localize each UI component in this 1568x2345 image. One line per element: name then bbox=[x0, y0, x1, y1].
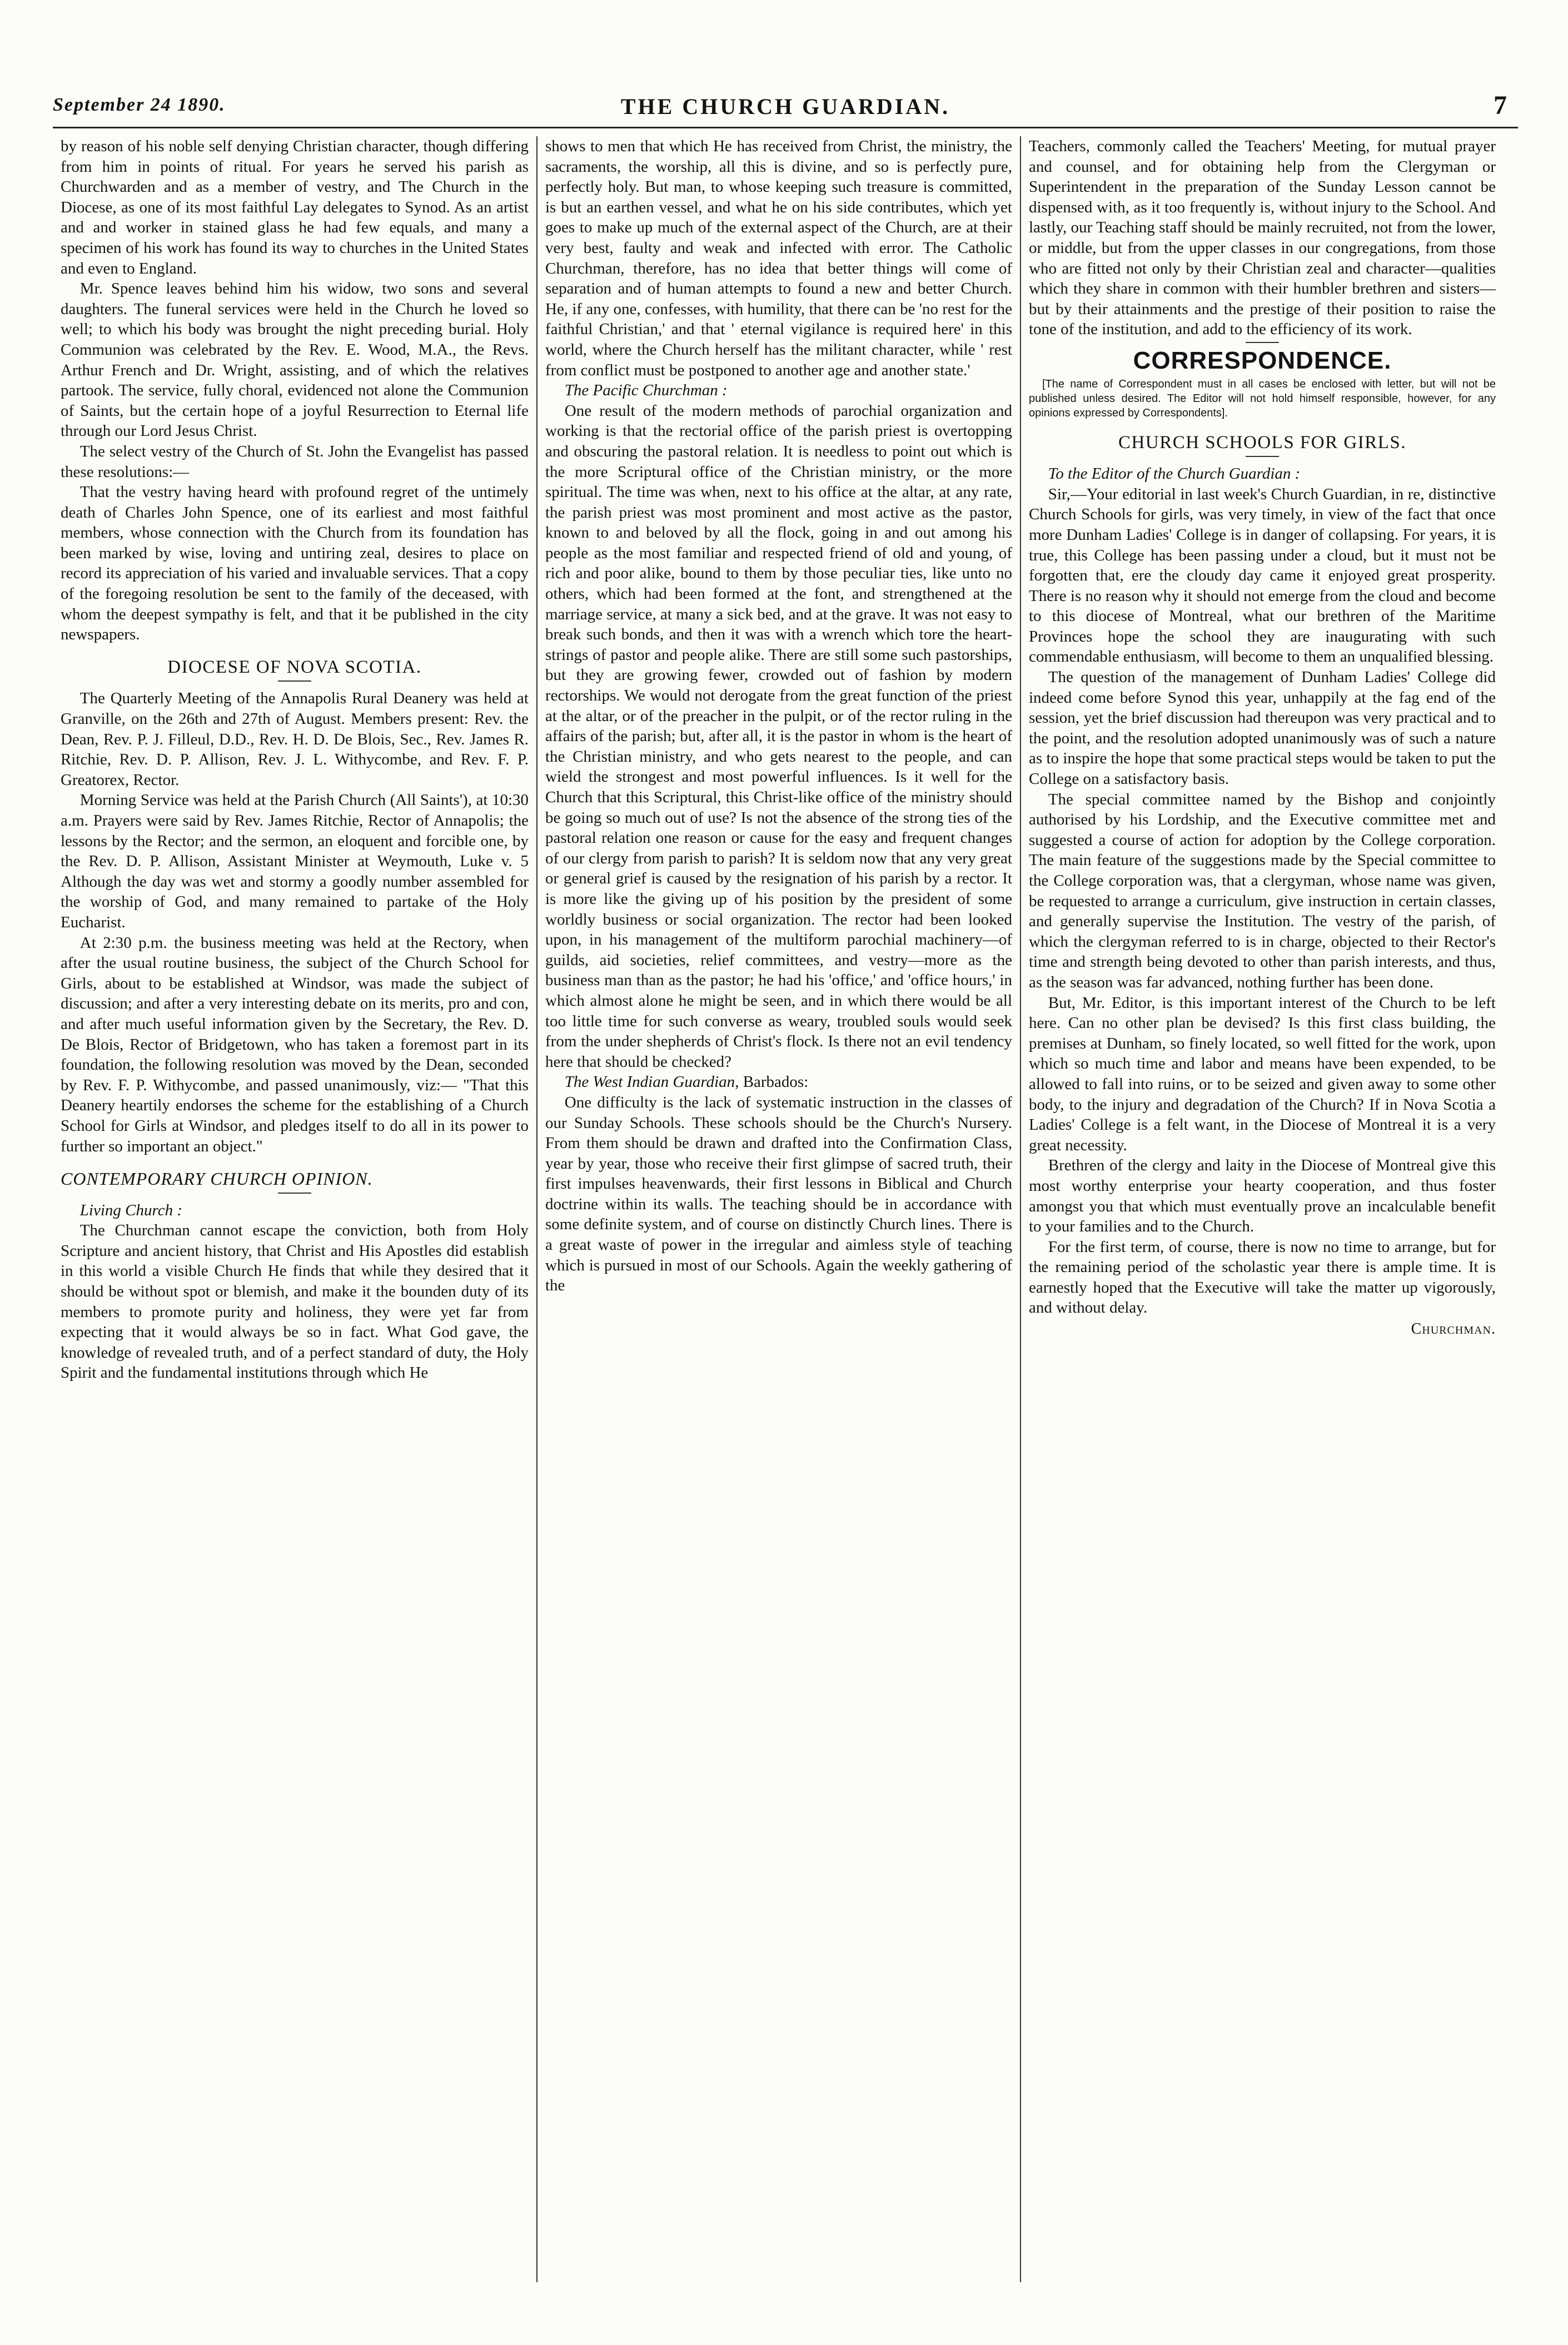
section-heading: CORRESPONDENCE. bbox=[1133, 346, 1392, 374]
paragraph: by reason of his noble self denying Christian character, though differing from him in points of ritual. For years he served his parish as Churchwarden and as a member of vestry, and The Church in the Diocese, as one of its most faithful Lay delegates to Synod. As an artist and and worker in stained glass he had few equals, and many a specimen of his work has found its way to churches in the United States and even to England. bbox=[61, 137, 529, 277]
paragraph: Teachers, commonly called the Teachers' Meeting, for mutual prayer and counsel, and for obtaining help from the Clergyman or Superintendent in the preparation of the Sunday Lesson cannot be dispensed with, as it too frequently is, without injury to the School. And lastly, our Teaching staff should be mainly recruited, not from the lower, or middle, but from the upper classes in our congregations, from those who are fitted not only by their Christian zeal and character—qualities which they share in common with their humbler brethren and sisters—but by their attainments and the prestige of their position to raise the tone of the institution, and add to the efficiency of its work. bbox=[1029, 137, 1496, 339]
section-heading: DIOCESE OF NOVA SCOTIA. bbox=[167, 657, 422, 677]
paragraph: Sir,—Your editorial in last week's Church Guardian, in re, distinctive Church Schools for girls, was very timely, in view of the fact that once more Dunham Ladies' College is in danger of collapsing. For years, it is true, this College has been passing under a cloud, but it must not be forgotten that, ere the cloudy day came it enjoyed great prosperity. There is no reason why it should not emerge from the cloud and become to this diocese of Montreal, what our brethren of the Maritime Provinces hope the school they are inaugurating with such commendable enthusiasm, will become to them an unqualified blessing. bbox=[1029, 485, 1496, 666]
divider bbox=[278, 1193, 311, 1194]
column-3 bbox=[1020, 136, 1504, 2282]
letter-salutation: To the Editor of the Church Guardian : bbox=[1048, 465, 1301, 483]
editorial-note: [The name of Correspondent must in all cases be enclosed with letter, but will not be published unless desired. The Editor will not hold himself responsible, however, for any opinions expressed by Correspondents]. bbox=[1029, 377, 1496, 419]
source-heading: Living Church : bbox=[79, 1201, 182, 1219]
source-title: The West Indian Guardian bbox=[564, 1073, 735, 1091]
letter-signature: Churchman. bbox=[1411, 1320, 1496, 1338]
paragraph: For the first term, of course, there is now no time to arrange, but for the remaining period of the scholastic year there is ample time. It is earnestly hoped that the Executive will take the matter up vigorously, and without delay. bbox=[1029, 1238, 1496, 1317]
paragraph: That the vestry having heard with profound regret of the untimely death of Charles John Spence, one of its earliest and most faithful members, whose connection with the Church from its foundation has been marked by wise, loving and untiring zeal, desires to place on record its appreciation of his varied and invaluable services. That a copy of the foregoing resolution be sent to the family of the deceased, with whom the deepest sympathy is felt, and that it be published in the city newspapers. bbox=[61, 483, 529, 644]
paragraph: shows to men that which He has received from Christ, the ministry, the sacraments, the worship, all this is divine, and so is perfectly pure, perfectly holy. But man, to whose keeping such treasure is committed, is but an earthen vessel, and what he on his side contributes, which yet goes to make up much of the external aspect of the Church, are at their very best, faulty and weak and infected with error. The Catholic Churchman, therefore, has no idea that better things will come of separation and of human attempts to found a new and better Church. He, if any one, confesses, with humility, that there can be 'no rest for the faithful Christian,' and that ' eternal vigilance is required here' in this world, where the Church herself has the militant character, while ' rest from conflict must be postponed to another age and another state.' bbox=[545, 137, 1012, 379]
issue-date: September 24 1890. bbox=[53, 95, 226, 115]
source-heading: The Pacific Churchman : bbox=[564, 381, 728, 400]
paragraph: The Churchman cannot escape the conviction, both from Holy Scripture and ancient history, that Christ and His Apostles did establish in this world a visible Church He finds that while they desired that it should be without spot or blemish, and make it the bounden duty of its members to promote purity and holiness, they were yet far from expecting that it would always be so in fact. What God gave, the knowledge of revealed truth, and of a perfect standard of duty, the Holy Spirit and the fundamental institutions through which He bbox=[61, 1221, 529, 1382]
newspaper-title: THE CHURCH GUARDIAN. bbox=[620, 94, 950, 119]
divider bbox=[1246, 456, 1279, 457]
paragraph: At 2:30 p.m. the business meeting was held at the Rectory, when after the usual routine business, the subject of the Church School for Girls, about to be established at Windsor, was made the subject of discussion; and after a very interesting debate on its merits, pro and con, and after much useful information given by the Secretary, the Rev. D. De Blois, Rector of Bridgetown, who has taken a foremost part in its foundation, the following resolution was moved by the Dean, seconded by Rev. F. P. Withycombe, and passed unanimously, viz:— "That this Deanery heartily endorses the scheme for the establishing of a Church School for Girls at Windsor, and pledges itself to do all in its power to further so important an object." bbox=[61, 933, 529, 1155]
column-2 bbox=[536, 136, 1020, 2282]
source-heading bbox=[545, 1072, 1012, 1092]
section-heading: CONTEMPORARY CHURCH OPINION. bbox=[61, 1169, 373, 1189]
masthead bbox=[53, 89, 1518, 122]
page-number: 7 bbox=[1494, 91, 1507, 120]
column-1 bbox=[53, 136, 536, 2282]
header-rule bbox=[53, 127, 1518, 128]
paragraph: But, Mr. Editor, is this important interest of the Church to be left here. Can no other plan be devised? Is this first class building, the premises at Dunham, so finely located, so well fitted for the work, upon which so much time and labor and means have been expended, to be allowed to fall into ruins, or to be seized and given away to some other body, to the injury and degradation of the Church? If in Nova Scotia a Ladies' College is a felt want, in the Diocese of Montreal it is a very great necessity. bbox=[1029, 993, 1496, 1154]
divider bbox=[1246, 342, 1279, 343]
paragraph: The question of the management of Dunham Ladies' College did indeed come before Synod this year, unhappily at the fag end of the session, yet the brief discussion had thereupon was very practical and to the point, and the resolution adopted unanimously was of such a nature as to inspire the hope that some practical steps would be taken to put the College on a satisfactory basis. bbox=[1029, 668, 1496, 788]
paragraph: Mr. Spence leaves behind him his widow, two sons and several daughters. The funeral services were held in the Church he loved so well; to which his body was brought the night preceding burial. Holy Communion was celebrated by the Rev. E. Wood, M.A., the Revs. Arthur French and Dr. Wright, assisting, and of which the relatives partook. The service, fully choral, evidenced not alone the Communion of Saints, but the certain hope of a joyful Resurrection to Eternal life through our Lord Jesus Christ. bbox=[61, 280, 529, 440]
paragraph: The special committee named by the Bishop and conjointly authorised by his Lordship, and the Executive committee met and suggested a course of action for adoption by the College corporation. The main feature of the suggestions made by the Special committee to the College corporation was, that a clergyman, whose name was given, be requested to arrange a curriculum, give instruction in certain classes, and generally supervise the Institution. The vestry of the parish, of which the clergyman referred to is in charge, objected to their Rector's time and strength being devoted to other than parish interests, and thus, as the season was far advanced, nothing further has been done. bbox=[1029, 790, 1496, 991]
paragraph: One difficulty is the lack of systematic instruction in the classes of our Sunday Schools. These schools should be the Church's Nursery. From them should be drawn and drafted into the Confirmation Class, year by year, those who receive their first glimpse of sacred truth, their first impulses heavenwards, their first lessons in Biblical and Church doctrine within its walls. The teaching should be in accordance with some definite system, and of course on distinctly Church lines. There is a great waste of power in the irregular and aimless style of teaching which is pursued in most of our Schools. Again the weekly gathering of the bbox=[545, 1093, 1012, 1295]
article-columns bbox=[53, 136, 1518, 2282]
paragraph: Brethren of the clergy and laity in the Diocese of Montreal give this most worthy enterprise your hearty cooperation, and thus foster amongst you that which must eventually prove an incalculable benefit to your families and to the Church. bbox=[1029, 1156, 1496, 1236]
section-heading: CHURCH SCHOOLS FOR GIRLS. bbox=[1118, 432, 1406, 453]
divider bbox=[278, 680, 311, 682]
paragraph: Morning Service was held at the Parish Church (All Saints'), at 10:30 a.m. Prayers were said by Rev. James Ritchie, Rector of Annapolis; the lessons by the Rector; and the sermon, an eloquent and forcible one, by the Rev. D. P. Allison, Assistant Minister at Weymouth, Luke v. 5 Although the day was wet and stormy a goodly number assembled for the worship of God, and many remained to partake of the Holy Eucharist. bbox=[61, 791, 529, 931]
paragraph: One result of the modern methods of parochial organization and working is that the rectorial office of the parish priest is overtopping and obscuring the pastoral relation. It is needless to point out which is the more Scriptural office of the Christian ministry, or the more spiritual. The time was when, next to his office at the altar, at any rate, the parish priest was most prominent and most active as the pastor, known to and beloved by all the flock, going in and out among his people as the most familiar and respected friend of old and young, of rich and poor alike, bound to them by those peculiar ties, like unto no others, which had been formed at the font, and strengthened at the marriage service, at many a sick bed, and at the grave. It was not easy to break such bonds, and then it was with a wrench which tore the heart-strings of pastor and people alike. There are still some such pastorships, but they are growing fewer, crowded out of fashion by modern rectorships. We would not derogate from the great function of the priest at the altar, or of the preacher in the pulpit, or of the rector ruling in the affairs of the parish; but, after all, it is the pastor in whom is the heart of the Christian ministry, and who gets nearest to the people, and can wield the strongest and most powerful influences. Is it well for the Church that this Scriptural, this Christ-like office of the ministry should be going so much out of use? Is not the absence of the strong ties of the pastoral relation one reason or cause for the easy and frequent changes of our clergy from parish to parish? It is seldom now that any very great or general grief is caused by the resignation of his parish by a rector. It is more like the giving up of his position by the president of some worldly business or social organization. The rector had been looked upon, in his management of the multiform parochial machinery—of guilds, aid societies, relief committees, and vestry—more as the business man than as the pastor; he had his 'office,' and 'office hours,' in which almost alone he might be seen, and in which there would be all too little time for such converse as weary, troubled souls would seek from the under shepherds of Christ's flock. Is there not an evil tendency here that should be checked? bbox=[545, 401, 1012, 1071]
source-place: , Barbados: bbox=[735, 1073, 809, 1091]
paragraph: The Quarterly Meeting of the Annapolis Rural Deanery was held at Granville, on the 26th and 27th of August. Members present: Rev. the Dean, Rev. P. J. Filleul, D.D., Rev. H. D. De Blois, Sec., Rev. James R. Ritchie, Rev. D. P. Allison, Rev. J. L. Withycombe, and Rev. F. P. Greatorex, Rector. bbox=[61, 689, 529, 789]
paragraph: The select vestry of the Church of St. John the Evangelist has passed these resolutions:— bbox=[61, 442, 529, 481]
